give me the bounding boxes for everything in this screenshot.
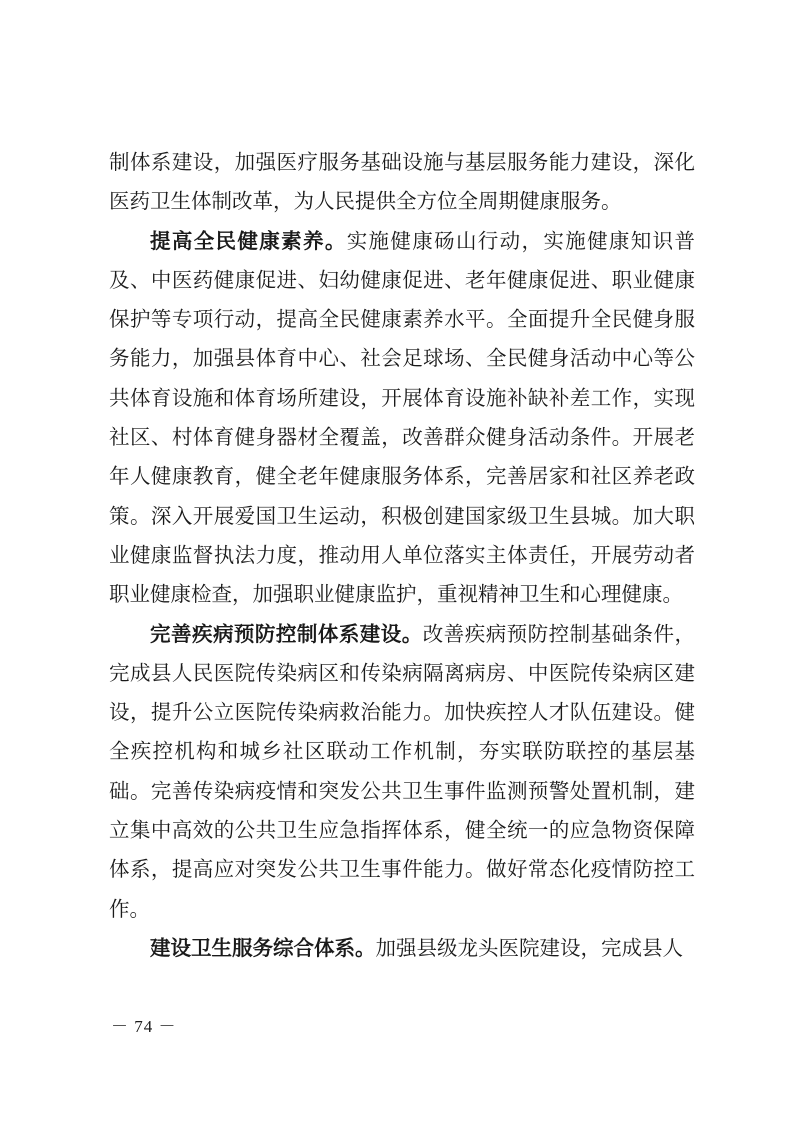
paragraph-heading: 提高全民健康素养。 (150, 228, 347, 253)
body-text (109, 143, 695, 968)
paragraph-heading: 完善疾病预防控制体系建设。 (150, 621, 423, 646)
paragraph-health-service-system (109, 929, 695, 968)
paragraph-disease-control (109, 615, 695, 929)
page-number: － 74 － (111, 1017, 177, 1036)
paragraph-continuation (109, 143, 695, 222)
paragraph-text: 实施健康砀山行动，实施健康知识普及、中医药健康促进、妇幼健康促进、老年健康促进、职业健康保护等专项行动，提高全民健康素养水平。全面提升全民健身服务能力，加强县体育中心、社会足球场、全民健身活动中心等公共体育设施和体育场所建设，开展体育设施补缺补差工作，实现社区、村体育健身器材全覆盖，改善群众健身活动条件。开展老年人健康教育，健全老年健康服务体系，完善居家和社区养老政策。深入开展爱国卫生运动，积极创建国家级卫生县城。加大职业健康监督执法力度，推动用人单位落实主体责任，开展劳动者职业健康检查，加强职业健康监护，重视精神卫生和心理健康。 (109, 228, 695, 607)
paragraph-heading: 建设卫生服务综合体系。 (150, 935, 376, 960)
paragraph-text: 制体系建设，加强医疗服务基础设施与基层服务能力建设，深化医药卫生体制改革，为人民提供全方位全周期健康服务。 (109, 150, 695, 214)
paragraph-text: 加强县级龙头医院建设，完成县人 (375, 935, 683, 960)
paragraph-text: 改善疾病预防控制基础条件，完成县人民医院传染病区和传染病隔离病房、中医院传染病区建设，提升公立医院传染病救治能力。加快疾控人才队伍建设。健全疾控机构和城乡社区联动工作机制，夯实联防联控的基层基础。完善传染病疫情和突发公共卫生事件监测预警处置机制，建立集中高效的公共卫生应急指挥体系，健全统一的应急物资保障体系，提高应对突发公共卫生事件能力。做好常态化疫情防控工作。 (109, 621, 696, 921)
paragraph-health-literacy (109, 222, 695, 615)
